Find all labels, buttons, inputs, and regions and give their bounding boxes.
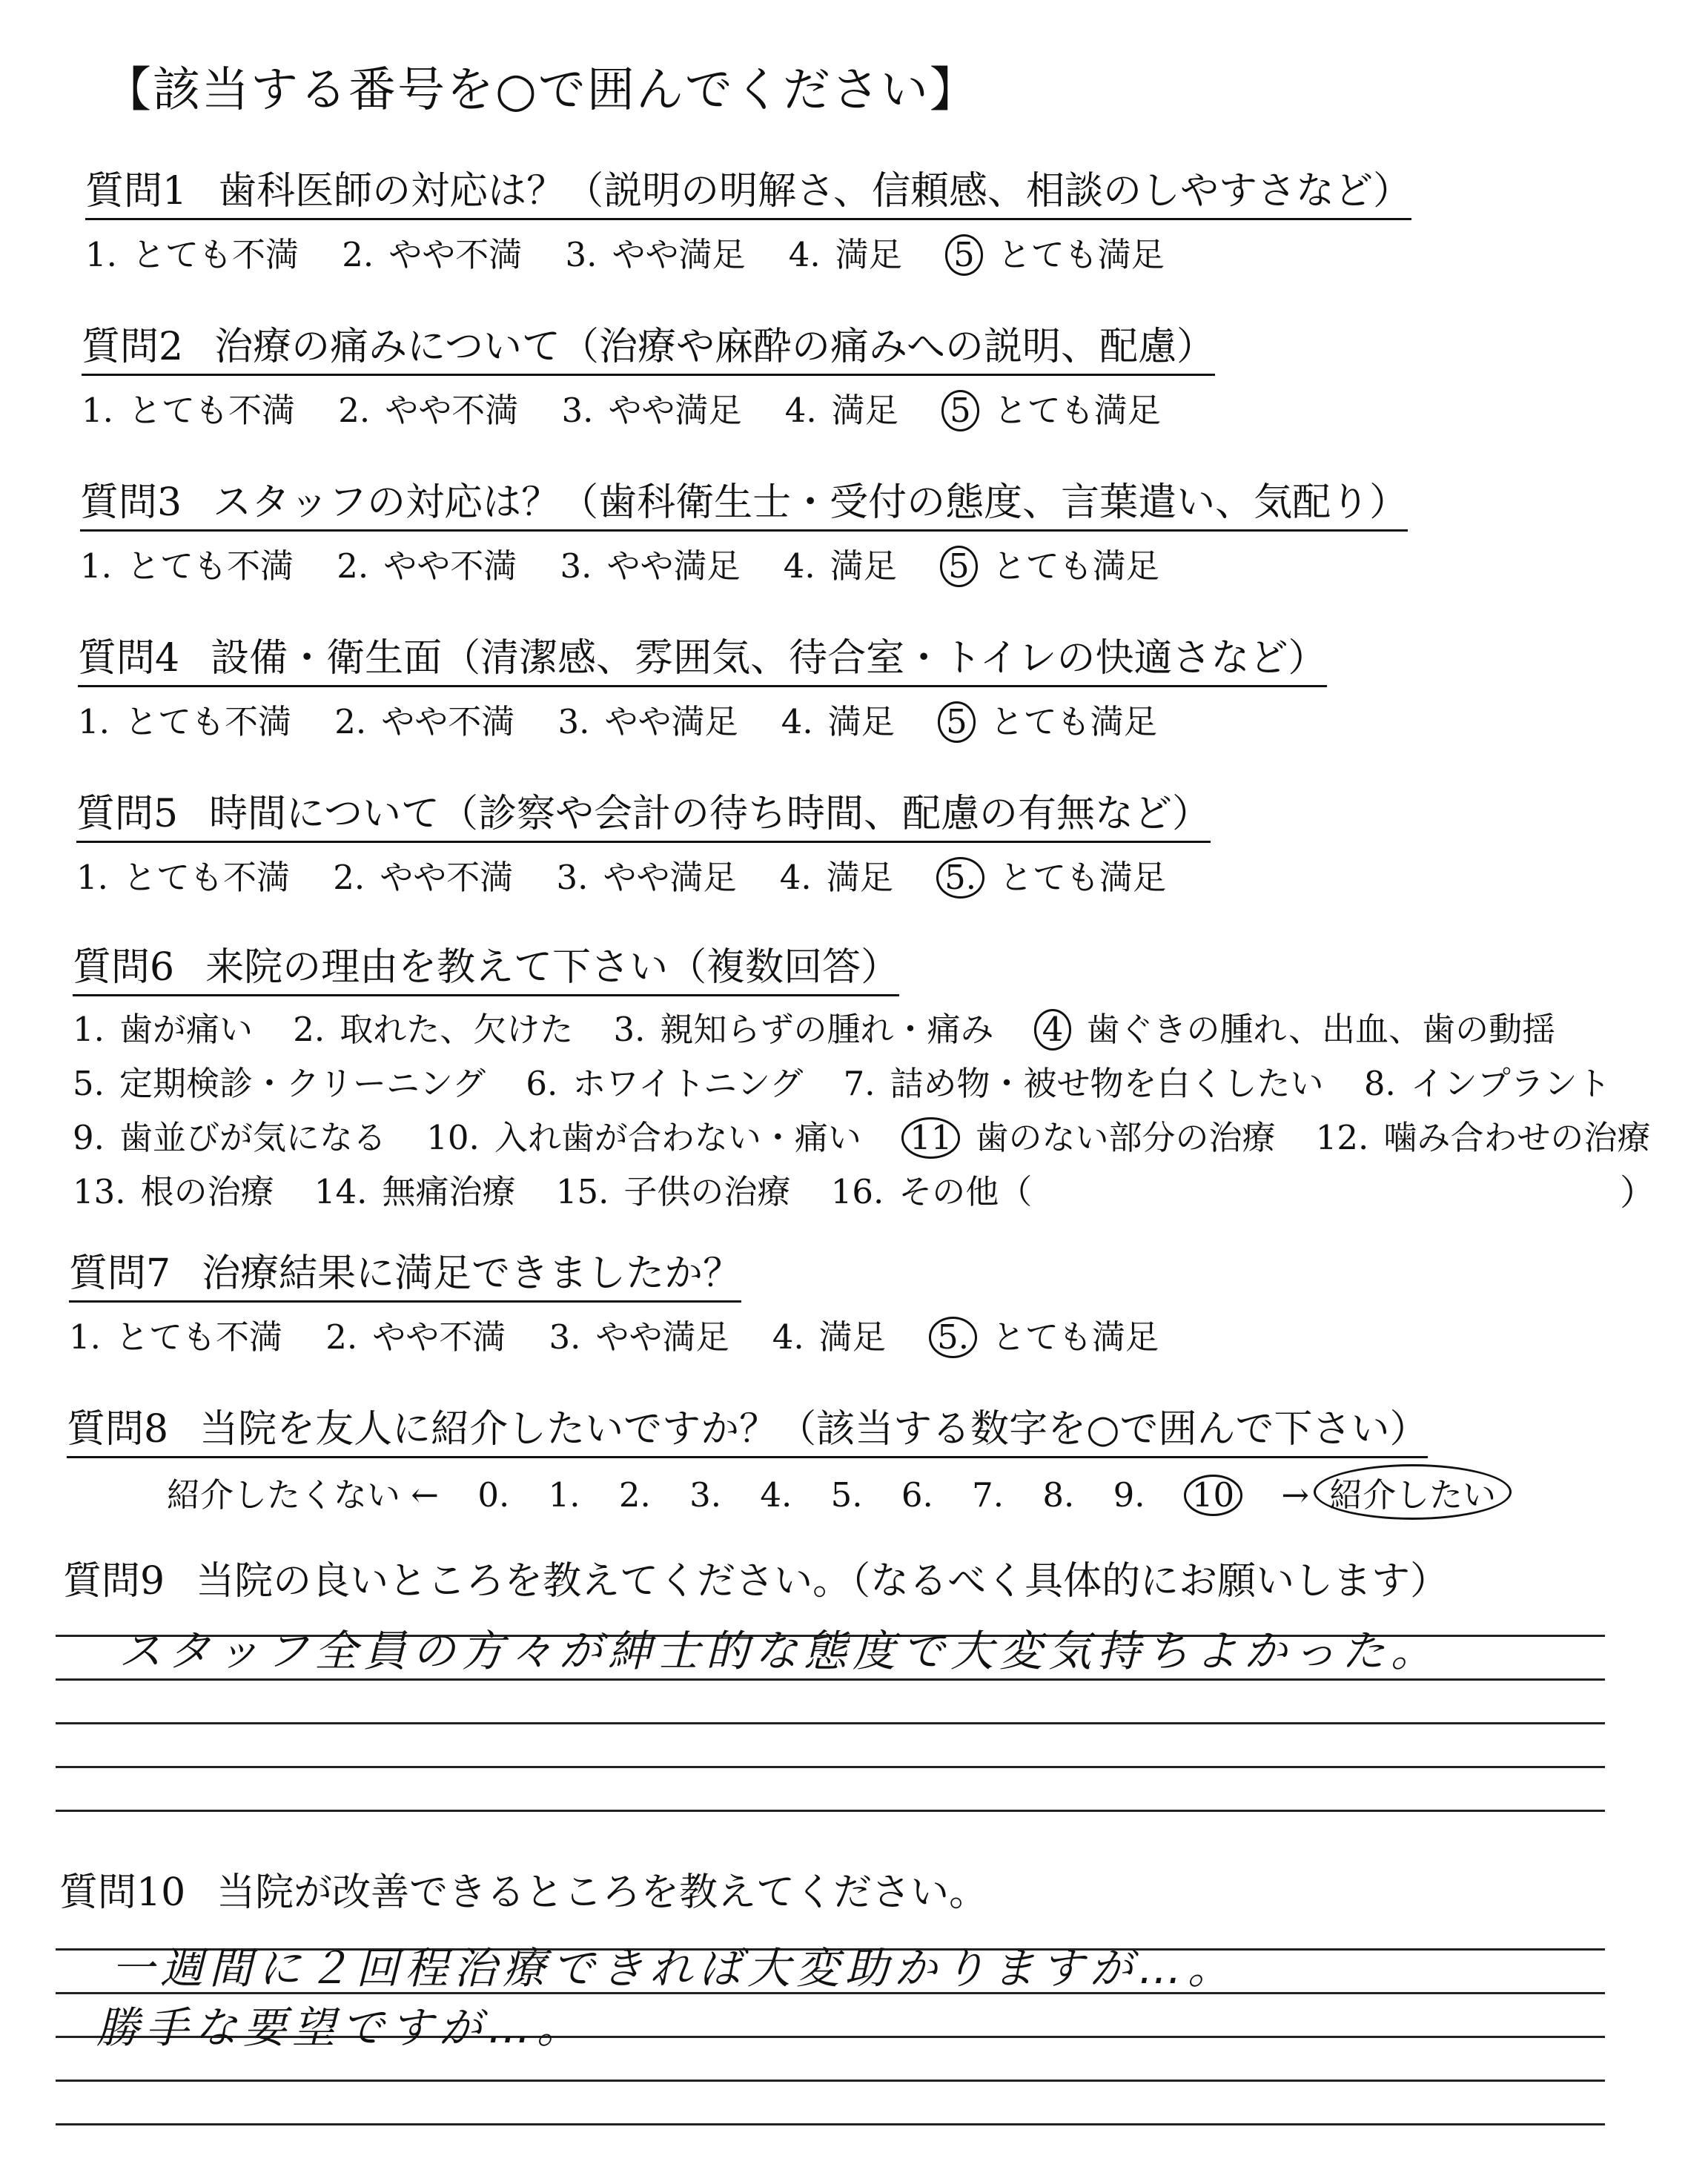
question-1-text: 歯科医師の対応は？（説明の明解さ、信頼感、相談のしやすさなど） <box>218 169 1412 214</box>
ruled-line <box>56 2080 1605 2082</box>
option[interactable]: 4. 満足 <box>781 702 895 741</box>
reasons-row-1 <box>73 1002 1680 1051</box>
recommend-scale <box>167 1464 1540 1520</box>
handwritten-answer-q9: スタッフ全員の方々が紳士的な態度で大変気持ちよかった。 <box>119 1626 1440 1676</box>
option[interactable]: 2. やや不満 <box>333 858 514 897</box>
question-7 <box>69 1242 1191 1358</box>
scale-value[interactable]: 3. <box>689 1475 722 1515</box>
reason-option[interactable]: 2. 取れた、欠けた <box>293 1010 574 1049</box>
reasons-row-3 <box>73 1111 1680 1159</box>
handwritten-answer-q10-line1: 一週間に２回程治療できれば大変助かりますが…。 <box>111 1943 1237 1994</box>
reasons-row-2 <box>73 1056 1680 1105</box>
scale-value[interactable]: 8. <box>1042 1475 1075 1515</box>
arrow-right-icon: → <box>1281 1475 1310 1515</box>
ruled-line <box>56 1766 1605 1768</box>
reason-option-selected[interactable]: 4 歯ぐきの腫れ、出血、歯の動揺 <box>1034 1002 1555 1051</box>
option[interactable]: 4. 満足 <box>788 235 902 274</box>
reason-option[interactable]: 5. 定期検診・クリーニング <box>73 1064 486 1103</box>
option[interactable]: 2. やや不満 <box>338 391 519 430</box>
reason-option-selected[interactable]: 11 歯のない部分の治療 <box>901 1111 1275 1159</box>
scale-right-label-circled: 紹介したい <box>1314 1464 1512 1520</box>
scale-value[interactable]: 5. <box>830 1475 863 1515</box>
question-5-options <box>76 850 1211 899</box>
question-6 <box>73 936 1680 1213</box>
option-selected[interactable]: 5 とても満足 <box>938 695 1157 743</box>
option[interactable]: 3. やや満足 <box>556 858 737 897</box>
question-5-heading: 質問5 時間について（診察や会計の待ち時間、配慮の有無など） <box>76 782 1211 843</box>
question-1-number: 質問1 <box>85 169 188 214</box>
option[interactable]: 2. やや不満 <box>342 235 523 274</box>
reason-option[interactable]: 15. 子供の治療 <box>555 1172 791 1211</box>
option[interactable]: 3. やや満足 <box>565 235 746 274</box>
option-selected[interactable]: 5 とても満足 <box>940 539 1159 587</box>
scale-value[interactable]: 0. <box>477 1475 510 1515</box>
circled-answer: 4 <box>1034 1009 1072 1051</box>
option[interactable]: 1. とても不満 <box>78 702 291 741</box>
question-7-heading: 質問7 治療結果に満足できましたか？ <box>69 1242 741 1303</box>
circled-answer: 5 <box>940 546 978 587</box>
question-2 <box>82 315 1215 431</box>
scale-value[interactable]: 2. <box>618 1475 651 1515</box>
option[interactable]: 3. やや満足 <box>560 546 741 586</box>
scale-value[interactable]: 4. <box>760 1475 792 1515</box>
option-selected[interactable]: 5. とても満足 <box>936 850 1166 899</box>
question-9 <box>63 1549 1449 1608</box>
reason-option[interactable]: 13. 根の治療 <box>73 1172 274 1211</box>
reason-option[interactable]: 12. 噛み合わせの治療 <box>1315 1118 1651 1157</box>
question-8 <box>67 1397 1428 1458</box>
question-1-heading <box>85 159 1411 220</box>
question-4-options <box>78 695 1327 743</box>
option[interactable]: 3. やや満足 <box>549 1317 729 1357</box>
scale-value[interactable]: 9. <box>1113 1475 1145 1515</box>
option[interactable]: 4. 満足 <box>784 391 898 430</box>
option[interactable]: 3. やや満足 <box>561 391 742 430</box>
page-title: 【該当する番号を○で囲んでください】 <box>104 63 979 118</box>
other-close-paren: ） <box>1620 1172 1656 1214</box>
scale-value[interactable]: 1. <box>548 1475 580 1515</box>
option[interactable]: 1. とても不満 <box>69 1317 282 1357</box>
option[interactable]: 4. 満足 <box>779 858 893 897</box>
reasons-row-4 <box>73 1165 1680 1213</box>
option-selected[interactable]: 5. とても満足 <box>929 1310 1159 1358</box>
question-10-heading: 質問10 当院が改善できるところを教えてください。 <box>59 1870 988 1915</box>
option[interactable]: 1. とても不満 <box>82 391 295 430</box>
reason-option[interactable]: 14. 無痛治療 <box>314 1172 516 1211</box>
reason-option[interactable]: 9. 歯並びが気になる <box>73 1118 386 1157</box>
question-5 <box>76 782 1211 899</box>
option[interactable]: 2. やや不満 <box>337 546 517 586</box>
reason-option-other[interactable]: 16. その他（ <box>830 1172 1033 1211</box>
question-1 <box>85 159 1411 276</box>
ruled-line <box>56 1678 1605 1681</box>
scale-value[interactable]: 6. <box>901 1475 933 1515</box>
option[interactable]: 1. とても不満 <box>76 858 290 897</box>
option[interactable]: 4. 満足 <box>783 546 897 586</box>
option[interactable]: 1. とても不満 <box>80 546 294 586</box>
ruled-line <box>56 1722 1605 1724</box>
option[interactable]: 2. やや不満 <box>334 702 515 741</box>
circled-answer: 5 <box>945 234 983 276</box>
question-3-heading: 質問3 スタッフの対応は？（歯科衛生士・受付の態度、言葉遣い、気配り） <box>80 471 1408 532</box>
scale-left-label: 紹介したくない ← <box>167 1475 440 1515</box>
option[interactable]: 1. とても不満 <box>85 235 299 274</box>
option[interactable]: 4. 満足 <box>772 1317 886 1357</box>
circled-answer: 5 <box>938 701 976 743</box>
question-4 <box>78 626 1327 743</box>
reason-option[interactable]: 7. 詰め物・被せ物を白くしたい <box>843 1064 1324 1103</box>
question-6-heading: 質問6 来院の理由を教えて下さい（複数回答） <box>73 936 899 996</box>
circled-answer: 5 <box>941 390 979 431</box>
reason-option[interactable]: 1. 歯が痛い <box>73 1010 253 1049</box>
circled-answer: 11 <box>901 1117 960 1159</box>
option[interactable]: 3. やや満足 <box>557 702 738 741</box>
circled-answer: 5. <box>929 1317 977 1358</box>
option[interactable]: 2. やや不満 <box>325 1317 506 1357</box>
question-4-heading: 質問4 設備・衛生面（清潔感、雰囲気、待合室・トイレの快適さなど） <box>78 626 1327 687</box>
option-selected[interactable]: 5 とても満足 <box>945 228 1165 276</box>
question-1-options <box>85 228 1411 276</box>
ruled-line <box>56 2123 1605 2125</box>
question-2-heading: 質問2 治療の痛みについて（治療や麻酔の痛みへの説明、配慮） <box>82 315 1215 376</box>
handwritten-answer-q10-line2: 勝手な要望ですが…。 <box>96 2002 586 2053</box>
question-8-heading: 質問8 当院を友人に紹介したいですか？（該当する数字を○で囲んで下さい） <box>67 1397 1428 1458</box>
circled-answer[interactable]: 10 <box>1184 1475 1242 1516</box>
reason-option[interactable]: 10. 入れ歯が合わない・痛い <box>426 1118 861 1157</box>
option-selected[interactable]: 5 とても満足 <box>941 383 1161 431</box>
question-7-options <box>69 1310 1191 1358</box>
reason-option[interactable]: 6. ホワイトニング <box>526 1064 804 1103</box>
question-3 <box>80 471 1408 587</box>
scale-value[interactable]: 7. <box>972 1475 1004 1515</box>
circled-answer: 5. <box>936 857 984 899</box>
reason-option[interactable]: 3. 親知らずの腫れ・痛み <box>613 1010 994 1049</box>
question-9-heading: 質問9 当院の良いところを教えてください。（なるべく具体的にお願いします） <box>63 1559 1449 1604</box>
reason-option[interactable]: 8. インプラント <box>1363 1064 1611 1103</box>
question-2-options <box>82 383 1215 431</box>
ruled-line <box>56 1810 1605 1812</box>
question-3-options <box>80 539 1408 587</box>
question-10 <box>59 1861 987 1919</box>
